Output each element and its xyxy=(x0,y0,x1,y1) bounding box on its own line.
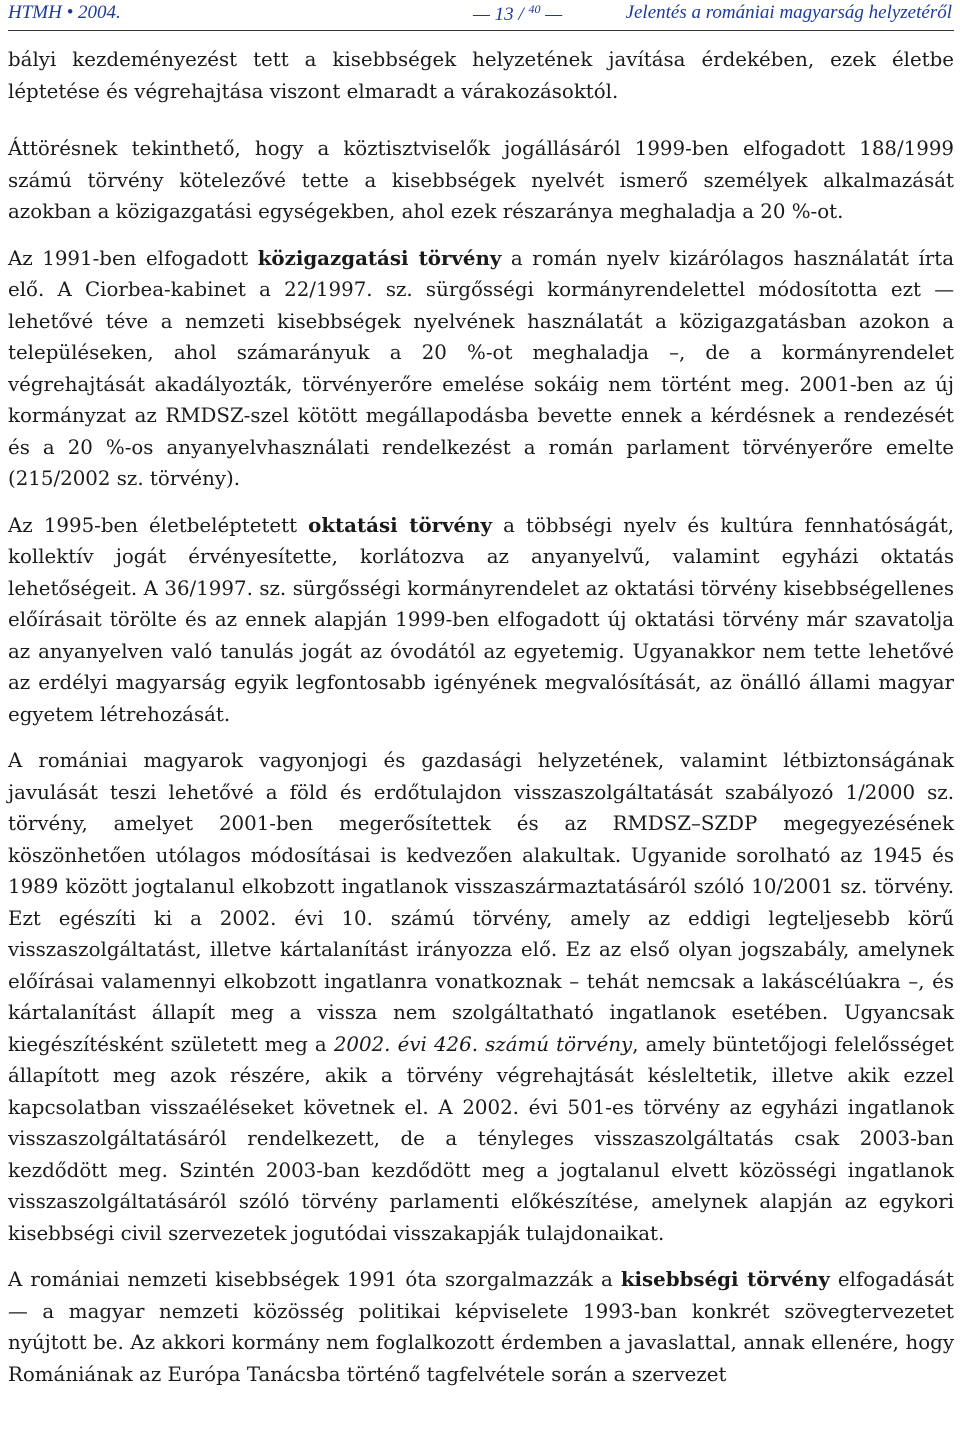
paragraph-5-text-b: , amely büntetőjogi felelősséget állapított meg azok részére, akik a törvény végrehajtását késleltetik, illetve akik ezzel kapcsolatban visszaéléseket követnek el. A 2002. évi 501-es törvény az egyházi ingatlanok visszaszolgáltatásáról rendelkezett, de a tényleges visszaszolgáltatás csak 2003-ban kezdődött meg. Szintén 2003-ban kezdődött meg a jogtalanul elvett közösségi ingatlanok visszaszolgáltatásáról szóló törvény parlamenti előkészítése, amelynek alapján az egykori kisebbségi civil szervezetek jogutódai visszakapják tulajdonaikat. xyxy=(8,1032,954,1245)
paragraph-1-text: bályi kezdeményezést tett a kisebbségek helyzetének javítása érdekében, ezek életbe léptetése és végrehajtása viszont elmaradt a várakozásoktól. xyxy=(8,48,954,103)
paragraph-2 xyxy=(8,133,954,228)
paragraph-6-text-a: A romániai nemzeti kisebbségek 1991 óta szorgalmazzák a xyxy=(8,1268,621,1291)
section-title: Jelentés a romániai magyarság helyzetéről xyxy=(625,2,952,23)
paragraph-6-text-b: elfogadását — a magyar nemzeti közösség politikai képviselete 1993-ban konkrét szövegtervezetet nyújtott be. Az akkori kormány nem foglalkozott érdemben a javaslattal, annak ellenére, hogy Romániának az Európa Tanácsba történő tagfelvétele során a szervezet xyxy=(8,1268,954,1386)
paragraph-5-italic: 2002. évi 426. számú törvény xyxy=(333,1032,633,1056)
document-body xyxy=(8,44,954,1405)
page-number: 13 xyxy=(494,4,514,25)
paragraph-4-emphasis: oktatási törvény xyxy=(308,512,493,537)
paragraph-4-text-a: Az 1995-ben életbeléptetett xyxy=(8,513,309,537)
page-total: 40 xyxy=(528,2,541,16)
paragraph-3-text-b: a román nyelv kizárólagos használatát írta elő. A Ciorbea-kabinet a 22/1997. sz. sürgősségi kormányrendelettel módosította ezt — lehetővé téve a nemzeti kisebbségek nyelvének használatát a közigazgatásban azokon a településeken, ahol számarányuk a 20 %-ot meghaladja –, de a kormányrendelet végrehajtását akadályozták, törvényerőre emelése sokáig nem történt meg. 2001-ben az új kormányzat az RMDSZ-szel kötött megállapodásba bevette ennek a kérdésnek a rendezését és a 20 %-os anyanyelvhasználati rendelkezést a román parlament törvényerőre emelte (215/2002 sz. törvény). xyxy=(8,246,954,490)
paragraph-2-text: Áttörésnek tekinthető, hogy a köztisztviselők jogállásáról 1999-ben elfogadott 188/1999 számú törvény kötelezővé tette a kisebbségek nyelvét ismerő személyek alkalmazását azokban a közigazgatási egységekben, ahol ezek részaránya meghaladja a 20 %-ot. xyxy=(8,137,954,223)
paragraph-5 xyxy=(8,745,954,1249)
paragraph-3-text-a: Az 1991-ben elfogadott xyxy=(8,246,258,270)
paragraph-6 xyxy=(8,1264,954,1390)
running-header xyxy=(8,0,954,31)
paragraph-3-emphasis: közigazgatási törvény xyxy=(257,245,502,270)
page-indicator: — 13 / $^{40}$ — xyxy=(473,2,563,25)
paragraph-4-text-b: a többségi nyelv és kultúra fennhatóságát, kollektív jogát érvényesítette, korlátozva az anyanyelvű, valamint egyházi oktatás lehetőségeit. A 36/1997. sz. sürgősségi kormányrendelet az oktatási törvény kisebbségellenes előírásait törölte és az ennek alapján 1999-ben elfogadott új oktatási törvény már szavatolja az anyanyelven való tanulás jogát az óvodától az egyetemig. Ugyanakkor nem tette lehetővé az erdélyi magyarság egyik legfontosabb igényének megvalósítását, az önálló állami magyar egyetem létrehozását. xyxy=(8,513,954,726)
paragraph-5-text-a: A romániai magyarok vagyonjogi és gazdasági helyzetének, valamint létbiztonságának javulását teszi lehetővé a föld és erdőtulajdon visszaszolgáltatását szabályozó 1/2000 sz. törvény, amelyet 2001-ben megerősítettek és az RMDSZ–SZDP megegyezésének köszönhetően utólagos módosításai is kedvezően alakultak. Ugyanide sorolható az 1945 és 1989 között jogtalanul elkobzott ingatlanok visszaszármaztatásáról szóló 10/2001 sz. törvény. Ezt egészíti ki a 2002. évi 10. számú törvény, amely az eddigi legteljesebb körű visszaszolgáltatást, illetve kártalanítást irányozza elő. Ez az első olyan jogszabály, amelynek előírásai valamennyi elkobzott ingatlanra vonatkoznak – tehát nemcsak a lakáscélúakra –, és kártalanítást állapít meg a vissza nem szolgáltatható ingatlanok esetében. Ugyancsak kiegészítésként született meg a xyxy=(8,749,954,1056)
paragraph-3 xyxy=(8,243,954,495)
journal-label: HTMH • 2004. xyxy=(8,2,121,23)
paragraph-1 xyxy=(8,44,954,107)
paragraph-6-emphasis: kisebbségi törvény xyxy=(620,1267,830,1291)
paragraph-4 xyxy=(8,510,954,731)
